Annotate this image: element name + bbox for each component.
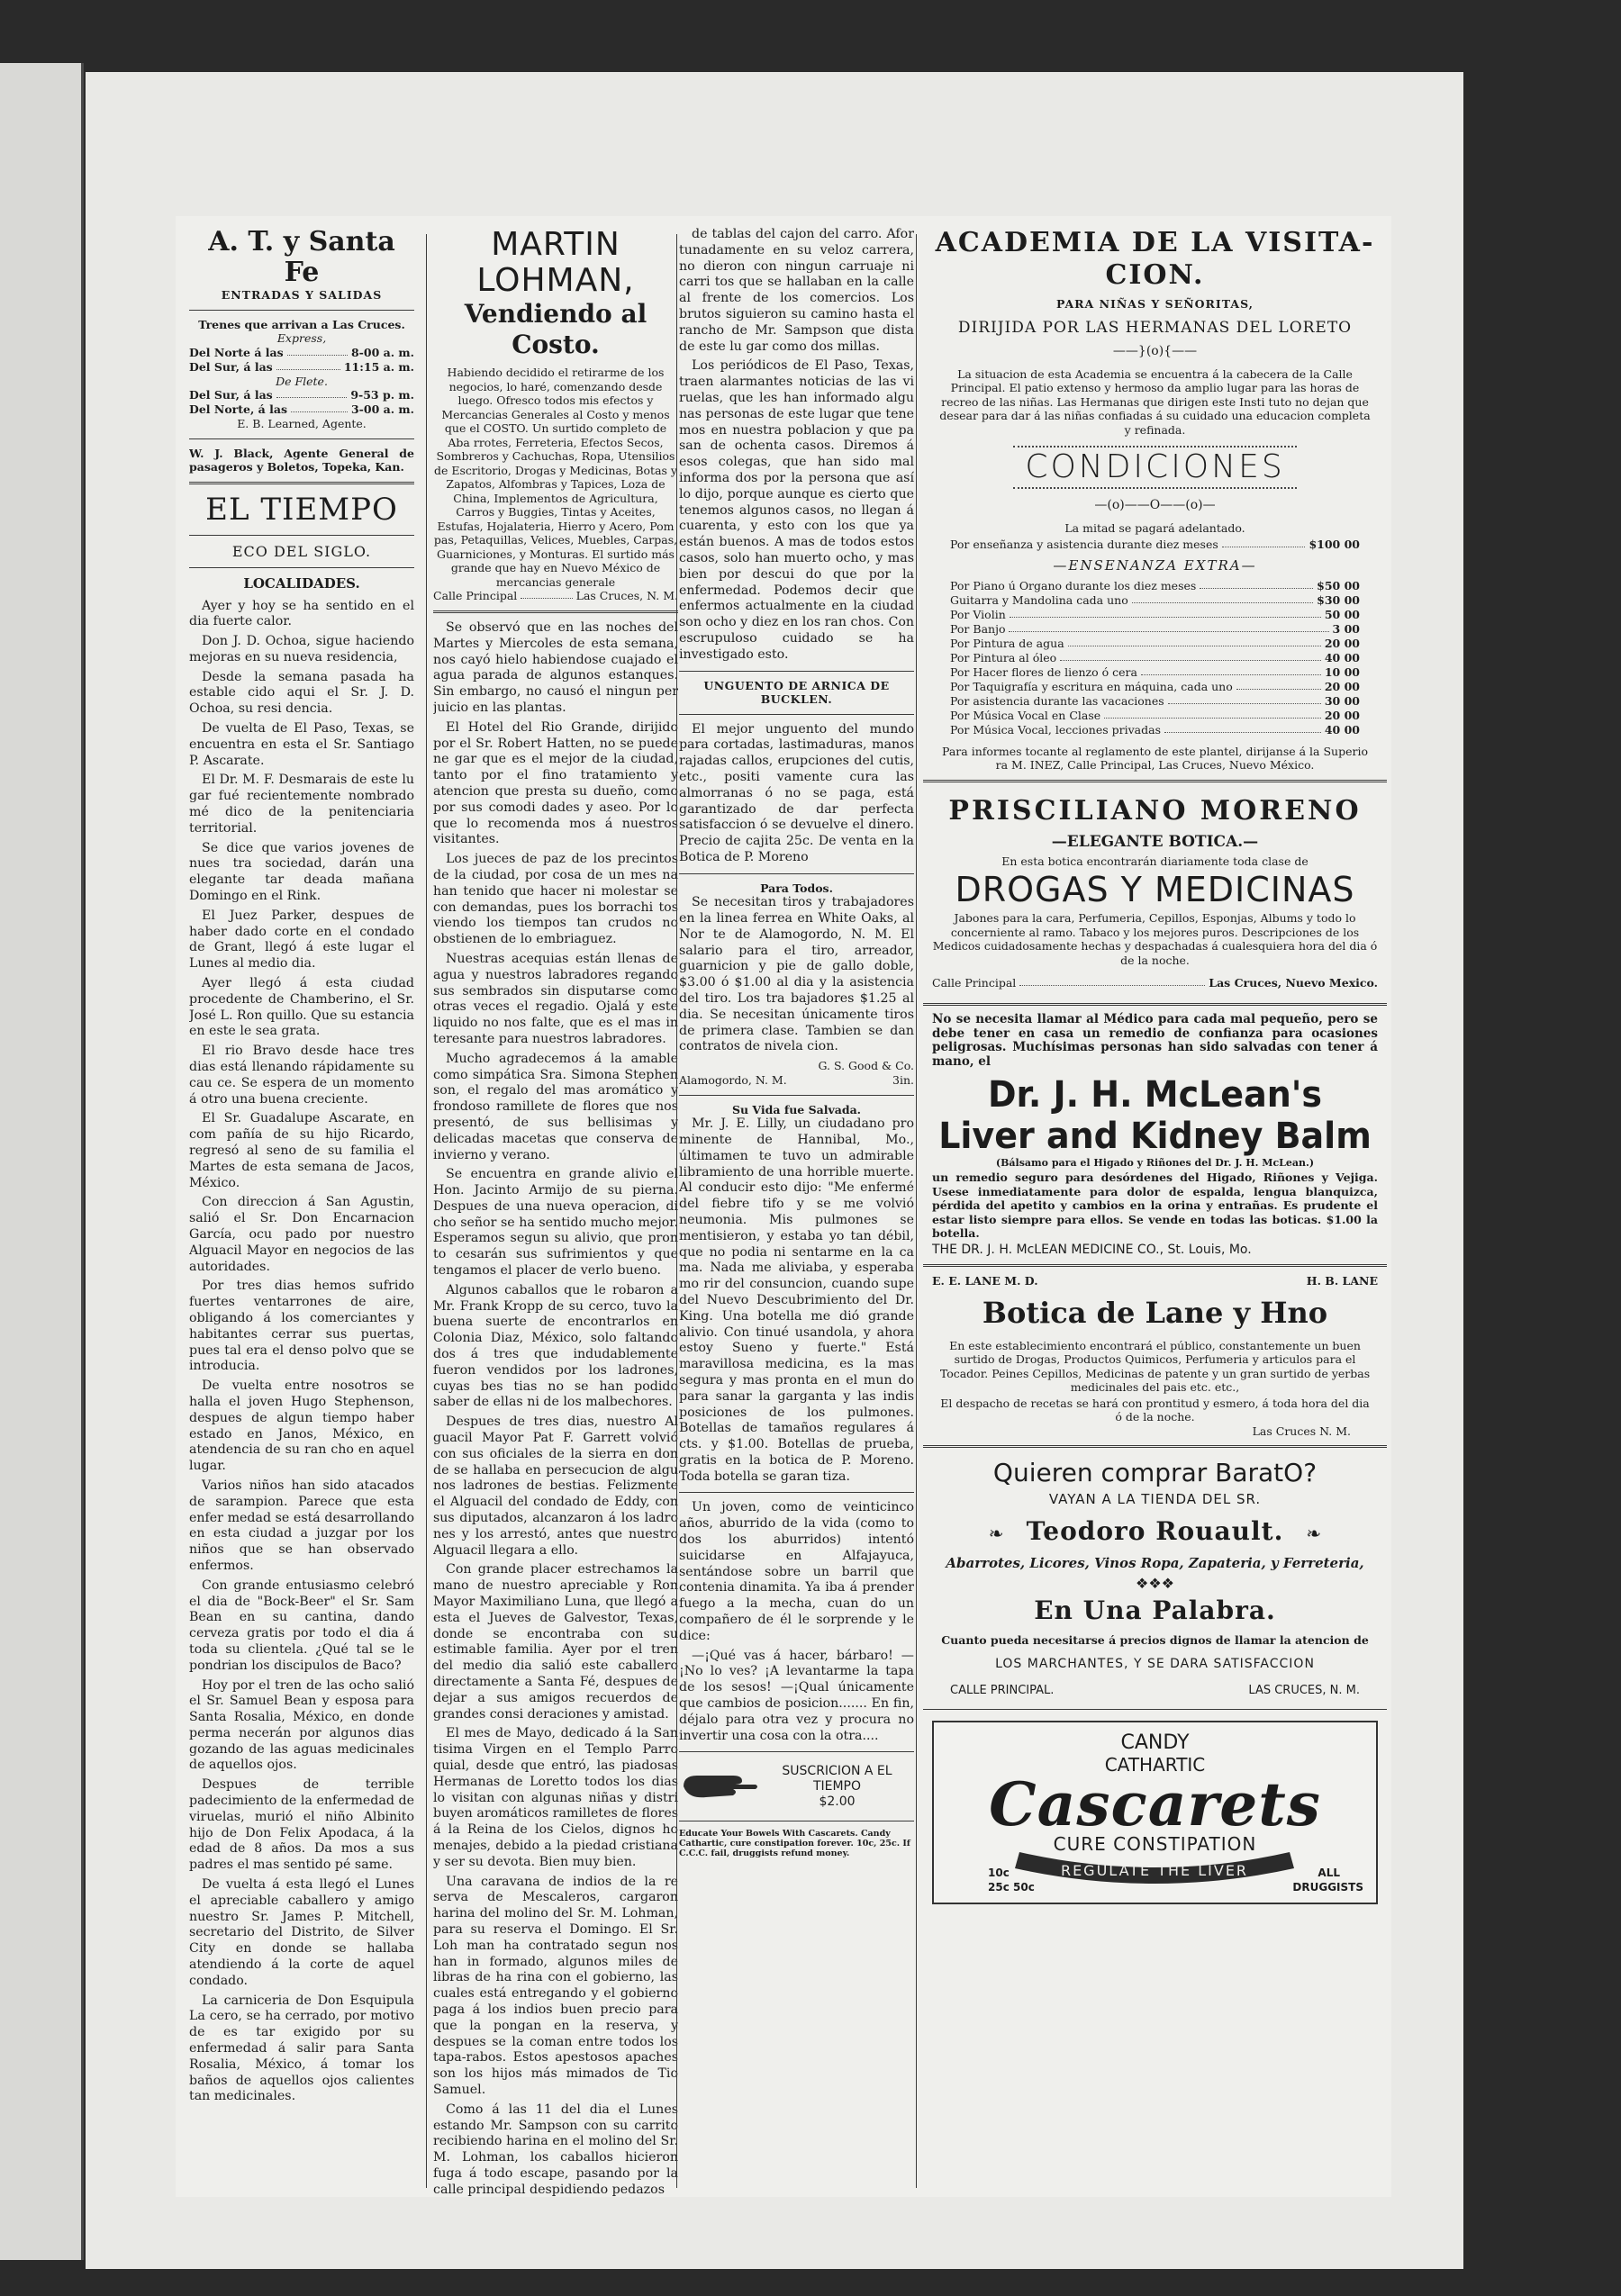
column-3 [679, 227, 914, 2197]
column-2-articles [433, 620, 678, 2197]
article-paragraph: Don J. D. Ochoa, sigue haciendo mejoras en su nueva residencia, [189, 634, 414, 664]
article-paragraph: El rio Bravo desde hace tres dias está llenando rápidamente su cau ce. Se espera de un momento á otro una buena creciente. [189, 1044, 414, 1107]
article-paragraph: Ayer llegó á esta ciudad procedente de Chamberino, el Sr. José L. Ron quillo. Que su estancia en este le sea grata. [189, 976, 414, 1039]
para-todos-sig: G. S. Good & Co. [818, 1059, 914, 1073]
rr-row-time: 3-00 a. m. [350, 402, 414, 416]
masthead-subtitle: ECO DEL SIGLO. [231, 542, 372, 560]
leaf-ornament-icon: ❧ [1306, 1523, 1322, 1544]
extra-heading: —ENSENANZA EXTRA— [1053, 556, 1257, 574]
moreno-intro: En esta botica encontrarán diariamente toda clase de [1001, 854, 1309, 868]
railroad-agent: E. B. Learned, Agente. [237, 417, 367, 430]
article-paragraph: Nuestras acequias están llenas de agua y nuestros labradores regando sus sembrados sin disputarse como otras veces el regadio. Ojalá y este liquido no nos falte, que es el mas in teresante para nuestros labradores. [433, 951, 678, 1046]
pointing-hand-icon [679, 1759, 760, 1813]
extra-row [950, 608, 1360, 622]
article-paragraph: Se encuentra en grande alivio el Hon. Jacinto Armijo de su pierna. Despues de una nueva operacion, di cho señor se ha sentido mucho mejor. Esperamos segun su alivio, que pron to cesarán sus sufrimientos y que tengamos el placer de verlo bueno. [433, 1167, 678, 1279]
subscription-label: SUSCRICION A EL TIEMPO [782, 1764, 892, 1794]
cuanto: Cuanto pueda necesitarse á precios dignos de llamar la atencion de [941, 1633, 1369, 1647]
extra-row-price: 30 00 [1324, 693, 1360, 708]
rr-row-time: 8-00 a. m. [350, 345, 414, 359]
extra-row-price: $30 00 [1317, 592, 1360, 607]
extra-row [950, 622, 1360, 637]
lane-body: En este establecimiento encontrará el público, constantemente un buen surtido de Drogas, Productos Quimicos, Perfumeria y articulos para el Tocador. Peines Cepillos, Medicinas de patente y un gran surtido de yerbas medicinales del pais etc. etc., [939, 1338, 1371, 1394]
cascarets-price-2: 25c 50c [988, 1880, 1035, 1894]
unguento-title: UNGUENTO DE ARNICA DE BUCKLEN. [703, 678, 890, 707]
railroad-subtitle: ENTRADAS Y SALIDAS [221, 288, 383, 302]
las-cruces: LAS CRUCES, N. M. [1248, 1683, 1360, 1697]
extra-row-label: Por Taquigrafía y escritura en máquina, cada uno [950, 679, 1233, 693]
moreno-addr-left: Calle Principal [932, 976, 1017, 990]
extra-row-price: $50 00 [1317, 578, 1360, 592]
para-todos-title: Para Todos. [760, 881, 833, 895]
subscription-box [679, 1759, 914, 1813]
extra-row-label: Por Música Vocal, lecciones privadas [950, 722, 1161, 737]
ens-price: $100 00 [1309, 537, 1360, 551]
academia-title-2: CION. [1105, 259, 1205, 291]
extra-row-price: 40 00 [1324, 722, 1360, 737]
moreno-body: Jabones para la cara, Perfumeria, Cepillos, Esponjas, Albums y todo lo concerniente al ramo. Tabaco y los mejores puros. Descripciones de los Medicos cuidadosamente hechas y despachadas á cualesquiera hora del dia ó de la noche. [932, 911, 1378, 967]
mitad-note: La mitad se pagará adelantado. [1064, 521, 1245, 535]
article-paragraph: De vuelta á esta llegó el Lunes el apreciable caballero y amigo nuestro Sr. James P. Mitchell, secretario del Distrito, de Silver City en donde se hallaba atendiendo á la corte de aquel condado. [189, 1877, 414, 1988]
article-paragraph: Con grande placer estrechamos la mano de nuestro apreciable y Ron Mayor Maximiliano Luna, que llegó a esta el Jueves de Galvestor, Texas, donde se encontraba con su estimable familia. Ayer por el tren del medio dia salió este caballero directamente a Santa Fé, despues de dejar a sus amigos recuerdos de grandes consi deraciones y amistad. [433, 1562, 678, 1722]
cascarets-regulate: REGULATE THE LIVER [1060, 1861, 1249, 1879]
extra-row-price: 40 00 [1324, 650, 1360, 664]
unguento-body: El mejor unguento del mundo para cortadas, lastimaduras, manos rajadas callos, erupciones del cutis, etc., positi vamente cura las almorranas ó no se paga, está garantizado de dar perfecta satisfaccion ó se devuelve el dinero. Precio de cajita 25c. De venta en la Botica de P. Moreno [679, 721, 914, 864]
extra-row [950, 709, 1360, 723]
cascarets-all: ALL [1318, 1866, 1340, 1879]
article-paragraph: Los jueces de paz de los precintos de la ciudad, por cosa de un mes na han tenido que hacer ni molestar se con demandas, pues los borrachi tos viendo los tiempos tan crudos no obstienen de lo embriaguez. [433, 852, 678, 947]
article-paragraph: Despues de tres dias, nuestro Al guacil Mayor Pat F. Garrett volvió con sus oficiales de la sierra en don de se hallaba en persecucion de algu nos ladrones de bestias. Felizmente el Alguacil del condado de Eddy, con sus diputados, alcanzaron á los ladro nes y los arrestó, antes que nuestro Alguacil llegara a ello. [433, 1415, 678, 1558]
lane-title: Botica de Lane y Hno [982, 1295, 1328, 1330]
cascarets-druggists: DRUGGISTS [1292, 1880, 1363, 1894]
palabra-heading: En Una Palabra. [1034, 1595, 1276, 1625]
marchantes: LOS MARCHANTES, Y SE DARA SATISFACCION [995, 1656, 1315, 1671]
column-4 [923, 227, 1387, 2197]
cascarets-ad [932, 1721, 1378, 1904]
extra-row-price: 20 00 [1324, 708, 1360, 722]
rr-row-label: Del Norte á las [189, 345, 284, 359]
moreno-subtitle: —ELEGANTE BOTICA.— [1051, 832, 1259, 851]
academia-info: Para informes tocante al reglamento de este plantel, dirijanse á la Superio ra M. INEZ, Calle Principal, Las Cruces, Nuevo México. [942, 744, 1368, 772]
rr-row-time: 11:15 a. m. [343, 359, 414, 374]
lane-right: H. B. LANE [1306, 1273, 1378, 1288]
extra-row [950, 579, 1360, 593]
localidades-heading: LOCALIDADES. [243, 574, 360, 592]
mclean-sub: (Bálsamo para el Higado y Riñones del Dr. J. H. McLean.) [995, 1157, 1315, 1169]
mclean-title-1: Dr. J. H. McLean's [987, 1074, 1323, 1116]
article-paragraph: El Juez Parker, despues de haber dado corte en el condado de Grant, llegó á este lugar el Lunes al medio dia. [189, 908, 414, 972]
column-2 [433, 227, 678, 2197]
article-paragraph: Con direccion á San Agustin, salió el Sr. Don Encarnacion García, ocu pado por nuestro Alguacil Mayor en negocios de las autoridades. [189, 1195, 414, 1274]
extra-row-price: 20 00 [1324, 679, 1360, 693]
article-paragraph: Se observó que en las noches del Martes y Miercoles de esta semana, nos cayó hielo habiendose cuajado el agua parada de algunos estanques. Sin embargo, no causó el ningun per juicio en las plantas. [433, 620, 678, 715]
article-paragraph: Como á las 11 del dia el Lunes estando Mr. Sampson con su carrito recibiendo harina en el molino del Sr. M. Lohman, los caballos hicieron fuga á todo escape, pasando por la calle principal despidiendo pedazos [433, 2102, 678, 2197]
extra-row-label: Por Violin [950, 607, 1006, 621]
article-paragraph: Se dice que varios jovenes de nues tra sociedad, darán una elegante tar deada mañana Domingo en el Rink. [189, 840, 414, 904]
cascarets-cathartic: CATHARTIC [1104, 1753, 1206, 1776]
article-paragraph: El mes de Mayo, dedicado á la San tisima Virgen en el Templo Parro quial, desde que entró, las piadosas Hermanas de Loretto todos los dias lo visitan con algunas niñas y distri buyen aromáticos ramilletes de flores á la Reina de los Cielos, dignos ho menajes, debido a la piedad cristiana y ser su devota. Bien muy bien. [433, 1726, 678, 1869]
ens-label: Por enseñanza y asistencia durante diez meses [950, 537, 1218, 551]
academia-body: La situacion de esta Academia se encuentra á la cabecera de la Calle Principal. El patio extenso y hermoso da amplio lugar para las horas de recreo de las niñas. Las Hermanas que dirigen este Insti tuto no dejan que desear para dar á las niñas confiadas á su cuidado una educacion completa y refinada. [939, 366, 1371, 437]
article-paragraph: El Sr. Guadalupe Ascarate, en com pañía de su hijo Ricardo, regresó al seno de su familia el Martes de esta semana de Jacos, México. [189, 1111, 414, 1190]
ornament-divider: ——}(o){—— [1112, 343, 1198, 358]
su-vida-body: Mr. J. E. Lilly, un ciudadano pro minente de Hannibal, Mo., últimamen te tuvo un admirable libramiento de una horrible muerte. Al conducir esto dijo: "Me enfermé del fiebre tifo y se me volvió neumonia. Mis pulmones se mentisieron, y estaba yo tan débil, que no podia ni sentarme en la ca ma. Nada me aliviaba, y esperaba mo rir del consuncion, cuando supe del Nuevo Descubrimiento del Dr. King. Una botella me dió grande alivio. Con tinué usandola, y ahora estoy Sueno y fuerte." Está maravillosa medicina, es la mas segura y mas pronta en el mun do para sanar la garganta y las indis posiciones de los pulmones. Botellas de tamaños regulares á cts. y $1.00. Botellas de prueba, gratis en la botica de P. Moreno. Toda botella se garan tiza. [679, 1116, 914, 1484]
extra-row [950, 665, 1360, 680]
article-paragraph: De vuelta de El Paso, Texas, se encuentra en esta el Sr. Santiago P. Ascarate. [189, 721, 414, 768]
article-paragraph: De vuelta entre nosotros se halla el joven Hugo Stephenson, despues de algun tiempo haber estado en Janos, México, en atendencia de su ran cho en aquel lugar. [189, 1379, 414, 1474]
rr-row-label: Del Norte, á las [189, 402, 288, 416]
condiciones-heading: CONDICIONES [1013, 446, 1297, 489]
extra-row-label: Por Banjo [950, 621, 1006, 636]
extra-row-price: 10 00 [1324, 664, 1360, 679]
academia-sub: PARA NIÑAS Y SEÑORITAS, [1055, 297, 1254, 311]
extra-row-label: Por Pintura de agua [950, 636, 1064, 650]
extra-row-label: Por Pintura al óleo [950, 650, 1057, 664]
extra-row-label: Por Piano ú Organo durante los diez meses [950, 578, 1197, 592]
lohman-ad-subtitle: Vendiendo al Costo. [464, 299, 647, 359]
barato-heading: Quieren comprar BaratO? [992, 1458, 1318, 1487]
article-paragraph: El Dr. M. F. Desmarais de este lu gar fué recientemente nombrado mé dico de la penitenciaria territorial. [189, 773, 414, 836]
column-divider [426, 234, 427, 2188]
column-divider [916, 234, 917, 2188]
article-paragraph: Una caravana de indios de la re serva de Mescaleros, cargaron harina del molino del Sr. M. Lohman, para su reserva el Domingo. El Sr. Loh man ha contratado segun nos han in formado, algunos miles de libras de ha rina con el gobierno, las cuales está entregando y el gobierno paga á los indios buen precio para que la pongan en la reserva, y despues se la coman entre todos los tapa-rabos. Estos apestosos apaches son los hijos más mimados de Tio Samuel. [433, 1874, 678, 2097]
moreno-title: PRISCILIANO MORENO [948, 794, 1362, 827]
extra-row [950, 723, 1360, 737]
masthead-title: EL TIEMPO [205, 491, 398, 528]
subscription-price: $2.00 [819, 1794, 856, 1810]
su-vida-title: Su Vida fue Salvada. [731, 1102, 862, 1116]
lohman-addr-right: Las Cruces, N. M. [575, 589, 678, 602]
article-paragraph: Mucho agradecemos á la amable como simpática Sra. Simona Stephen son, el regalo del mas aromático y frondoso ramillete de flores que nos presentó, de sus bellisimas y delicadas macetas que conserva de invierno y verano. [433, 1051, 678, 1162]
lane-body-2: El despacho de recetas se hará con prontitud y esmero, á toda hora del dia ó de la noche. [940, 1396, 1370, 1424]
mclean-intro: No se necesita llamar al Médico para cada mal pequeño, pero se debe tener en casa un remedio de confianza para ocasiones peligrosas. Muchísimas personas han sido salvadas con tener á mano, el [932, 1012, 1378, 1069]
academia-direction: DIRIJIDA POR LAS HERMANAS DEL LORETO [957, 318, 1353, 337]
para-todos-body: Se necesitan tiros y trabajadores en la linea ferrea en White Oaks, al Nor te de Alamogordo, N. M. El salario para el tiro, arreador, guarnicion y pie de gallo doble, $3.00 ó $1.00 al dia y la asistencia del tiro. Los tra bajadores $1.25 al dia. Se necesitan únicamente tiros de primera clase. Tambien se dan contratos de nivela cion. [679, 895, 914, 1054]
extra-row-label: Por Música Vocal en Clase [950, 708, 1101, 722]
rr-row-label: Del Sur, á las [189, 359, 273, 374]
mclean-company: THE DR. J. H. McLEAN MEDICINE CO., St. Louis, Mo. [932, 1242, 1252, 1257]
railroad-flete: De Flete. [276, 374, 328, 388]
calle-principal: CALLE PRINCIPAL. [950, 1683, 1055, 1697]
extra-row-label: Por asistencia durante las vacaciones [950, 693, 1164, 708]
moreno-addr-right: Las Cruces, Nuevo Mexico. [1209, 976, 1378, 990]
lohman-addr-left: Calle Principal [433, 589, 518, 602]
localidades-list [189, 599, 414, 2106]
abarrotes: Abarrotes, Licores, Vinos Ropa, Zapateria, y Ferreteria, [946, 1555, 1364, 1571]
joven-body: Un joven, como de veinticinco años, aburrido de la vida (como to dos los aburridos) intentó suicidarse en Alfajayuca, sentándose sobre un barril que contenia dinamita. Ya iba á prender fuego a la mecha, cuan do un compañero de él le sorprende y le dice: [679, 1500, 914, 1643]
extra-row-price: 20 00 [1324, 636, 1360, 650]
para-todos-ins: 3in. [892, 1072, 914, 1087]
column-3-articles [679, 227, 914, 664]
rouault-name: Teodoro Rouault. [1026, 1516, 1284, 1546]
article-paragraph: Con grande entusiasmo celebró el dia de "Bock-Beer" el Sr. Sam Bean en su cantina, dando cerveza gratis por todo el dia á toda su clientela. ¿Qué tal se le pondrian los discipulos de Baco? [189, 1577, 414, 1673]
vayan: VAYAN A LA TIENDA DEL SR. [1048, 1491, 1262, 1507]
ornament-divider-2: —(o)——O——(o)— [1094, 498, 1216, 512]
article-paragraph: Varios niños han sido atacados de sarampion. Parece que esta enfer medad se está desarrollando en esta ciudad a juzgar por los niños que se han observado enfermos. [189, 1478, 414, 1573]
mclean-body: un remedio seguro para desórdenes del Higado, Riñones y Vejiga. Usese inmediatamente para dolor de espalda, lengua blanquizca, pérdida del apetito y cambios en la orina y entrañas. Es prudente el estar listo siempre para ellos. Se vende en todas las boticas. $1.00 la botella. [932, 1171, 1378, 1240]
article-paragraph: Algunos caballos que le robaron a Mr. Frank Kropp de su cerco, tuvo la buena suerte de encontrarlos en Colonia Diaz, México, solo faltando dos á tres que indudablemente fueron vendidos por los ladrones, cuyas bes tias no se han podido saber de ellas ni de los malbechores. [433, 1282, 678, 1410]
article-paragraph: Despues de terrible padecimiento de la enfermedad de viruelas, murió el niño Albinito hijo de Don Felix Apodaca, á la edad de 8 años. Da mos a sus padres el mas sentido pé same. [189, 1777, 414, 1873]
mclean-title-2: Liver and Kidney Balm [938, 1116, 1372, 1157]
column-1 [189, 227, 414, 2197]
article-paragraph: Por tres dias hemos sufrido fuertes ventarrones de aire, obligando á los comerciantes y habitantes cerrar sus puertas, pues tal era el denso polvo que se introducia. [189, 1279, 414, 1374]
extra-row-label: Guitarra y Mandolina cada uno [950, 592, 1128, 607]
article-paragraph: Desde la semana pasada ha estable cido aqui el Sr. J. D. Ochoa, su resi dencia. [189, 669, 414, 717]
lohman-ad-title: MARTIN LOHMAN, [476, 227, 635, 299]
cascarets-price-1: 10c [988, 1866, 1010, 1879]
railroad-express: Express, [276, 331, 327, 345]
extra-row [950, 694, 1360, 709]
leaf-ornament-icon: ❧ [988, 1523, 1004, 1544]
extra-row [950, 637, 1360, 651]
extra-row [950, 593, 1360, 608]
article-paragraph: La carniceria de Don Esquipula La cero, se ha cerrado, por motivo de es tar exigido por su enfermedad á salir para Santa Rosalia, México, á tomar los baños de aquellos ojos calientes tan medicinales. [189, 1993, 414, 2104]
ornament-icon: ❖❖❖ [1135, 1575, 1175, 1592]
extra-rows [950, 579, 1360, 737]
railroad-black: W. J. Black, Agente General de pasageros y Boletos, Topeka, Kan. [189, 446, 414, 474]
rr-row-label: Del Sur, á las [189, 388, 273, 402]
article-paragraph: Hoy por el tren de las ocho salió el Sr. Samuel Bean y esposa para Santa Rosalia, México, en donde perma necerán por algunos dias gozando de las aguas medicinales de aquellos ojos. [189, 1677, 414, 1773]
column-divider [676, 234, 677, 2188]
academia-title: ACADEMIA DE LA VISITA- [935, 227, 1375, 258]
rr-row-time: 9-53 p. m. [350, 388, 414, 402]
article-paragraph: de tablas del cajon del carro. Afor tunadamente en su veloz carrera, no dieron con ningun carruaje ni carri tos que se hallaban en la calle al frente de los comercios. Los brutos siguieron su camino hasta el rancho de Mr. Sampson que dista de este lu gar como dos millas. [679, 227, 914, 354]
cascarets-footnote: Educate Your Bowels With Cascarets. Candy Cathartic, cure constipation forever. 10c, 25c. If C.C.C. fail, druggists refund money. [679, 1829, 910, 1859]
cascarets-cure: CURE CONSTIPATION [1053, 1832, 1257, 1855]
article-paragraph: El Hotel del Rio Grande, dirijido por el Sr. Robert Hatten, no se puede ne gar que es el mejor de la ciudad, tanto por el fino tratamiento y atencion que presta su dueño, como por sus comodi dades y aseo. Por lo que lo recomenda mos á nuestros visitantes. [433, 719, 678, 847]
extra-row-price: 50 00 [1324, 607, 1360, 621]
lane-left: E. E. LANE M. D. [932, 1273, 1038, 1288]
extra-row [950, 680, 1360, 694]
cascarets-brand: Cascarets [989, 1768, 1321, 1840]
extra-row-label: Por Hacer flores de lienzo ó cera [950, 664, 1137, 679]
article-paragraph: Ayer y hoy se ha sentido en el dia fuerte calor. [189, 598, 414, 629]
para-todos-place: Alamogordo, N. M. [679, 1072, 787, 1087]
article-paragraph: Los periódicos de El Paso, Texas, traen alarmantes noticias de las vi ruelas, que les han informado algu nas personas de este lugar que tene mos en nuestra poblacion y que pa san de ochenta casos. Diremos á esos colegas, que han sido mal informa dos por la persona que así lo dijo, porque aunque es cierto que tenemos algunos casos, no llegan á cuarenta, y esto con los que ya están buenos. A mas de todos estos casos, solo han muerto ocho, y mas bien por descui do que por la enfermedad. Podemos decir que enfermos actualmente en la ciudad son ocho y diez en los ran chos. Con escrupuloso cuidado se ha investigado esto. [679, 358, 914, 662]
lane-place: Las Cruces N. M. [1252, 1424, 1351, 1438]
newspaper-sheet [176, 216, 1391, 2197]
lohman-ad-body: Habiendo decidido el retirarme de los negocios, lo haré, comenzando desde luego. Ofresco todos mis efectos y Mercancias Generales al Costo y menos que el COSTO. Un surtido completo de Aba rrotes, Ferreteria, Efectos Secos, Sombreros y Cachuchas, Ropa, Utensilios de Escritorio, Drogas y Medicinas, Botas y Zapatos, Alfombras y Tapices, Loza de China, Implementos de Agricultura, Carros y Buggies, Tintas y Aceites, Estufas, Hojalateria, Hierro y Acero, Pom pas, Petaquillas, Velices, Muebles, Carpas, Guarniciones, y Monturas. El surtido más grande que hay en Nuevo México de mercancias generale [433, 366, 678, 589]
cascarets-candy: CANDY [1120, 1731, 1190, 1754]
railroad-title: A. T. y Santa Fe [208, 227, 395, 288]
extra-row-price: 3 00 [1332, 621, 1360, 636]
extra-row [950, 651, 1360, 665]
joven-dialog: —¡Qué vas á hacer, bárbaro! —¡No lo ves? ¡A levantarme la tapa de los sesos! —¡Qual únicamente que cambios de posicion....... En fin, déjalo para otra vez y procura no invertir una cosa con la otra.... [679, 1648, 914, 1743]
railroad-trains: Trenes que arrivan a Las Cruces. [198, 317, 405, 331]
drogas-heading: DROGAS Y MEDICINAS [955, 870, 1355, 909]
adjacent-page-edge [0, 63, 84, 2260]
